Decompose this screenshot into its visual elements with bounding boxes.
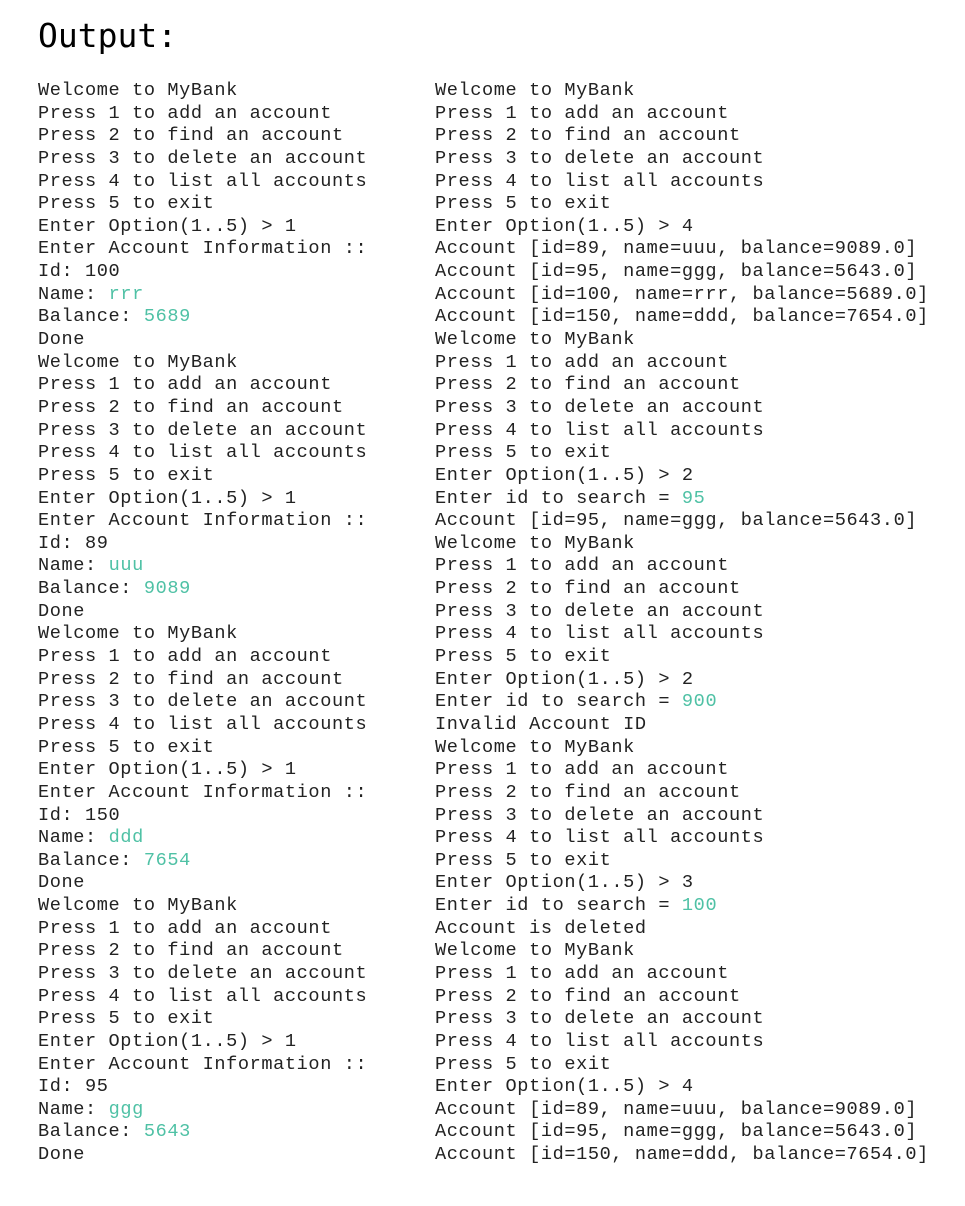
console-line [435, 80, 960, 103]
console-line [38, 533, 418, 556]
console-text: Press 2 to find an account [435, 781, 741, 803]
console-text: Account [id=100, name=rrr, balance=5689.0] [435, 283, 929, 305]
console-line [38, 895, 418, 918]
console-text: Account [id=89, name=uuu, balance=9089.0] [435, 1098, 918, 1120]
console-line [38, 148, 418, 171]
console-text: Press 3 to delete an account [435, 396, 765, 418]
console-text: Done [38, 329, 86, 351]
console-output-left [38, 80, 418, 1167]
console-text: Press 2 to find an account [435, 374, 741, 396]
console-line [435, 374, 960, 397]
console-text: Welcome to MyBank [435, 329, 635, 351]
console-line [38, 216, 418, 239]
console-line [435, 103, 960, 126]
console-line [38, 782, 418, 805]
console-text: Press 1 to add an account [38, 102, 332, 124]
console-line [435, 510, 960, 533]
user-input-value: uuu [108, 555, 144, 577]
console-line [435, 918, 960, 941]
console-text: Account [id=89, name=uuu, balance=9089.0] [435, 238, 918, 260]
console-line [435, 940, 960, 963]
console-text: Press 1 to add an account [435, 555, 729, 577]
console-text: Press 5 to exit [38, 736, 215, 758]
console-line [38, 872, 418, 895]
console-line [435, 714, 960, 737]
console-text: Welcome to MyBank [38, 895, 238, 917]
console-text: Enter Option(1..5) > 1 [38, 215, 297, 237]
console-text: Enter Option(1..5) > 1 [38, 759, 297, 781]
console-line [38, 963, 418, 986]
console-line [435, 737, 960, 760]
console-text: Welcome to MyBank [38, 80, 238, 101]
user-input-value: 5689 [143, 306, 191, 328]
console-line [38, 646, 418, 669]
console-line [435, 171, 960, 194]
console-line [38, 261, 418, 284]
console-text: Press 1 to add an account [38, 374, 332, 396]
console-text: Welcome to MyBank [435, 940, 635, 962]
console-line [435, 420, 960, 443]
console-line [435, 1054, 960, 1077]
console-text: Account [id=95, name=ggg, balance=5643.0] [435, 261, 918, 283]
console-line [38, 827, 418, 850]
console-line [435, 691, 960, 714]
console-text: Press 5 to exit [435, 193, 612, 215]
console-line [435, 1099, 960, 1122]
console-line [435, 216, 960, 239]
console-text: Enter Account Information :: [38, 1053, 368, 1075]
console-text: Press 2 to find an account [435, 125, 741, 147]
console-text: Balance: [38, 578, 144, 600]
console-line [435, 850, 960, 873]
console-text: Press 1 to add an account [38, 917, 332, 939]
console-text: Press 4 to list all accounts [38, 170, 368, 192]
console-text: Done [38, 872, 86, 894]
console-line [435, 329, 960, 352]
console-line [435, 238, 960, 261]
console-text: Name: [38, 283, 109, 305]
console-text: Press 4 to list all accounts [435, 623, 765, 645]
user-input-value: ggg [108, 1098, 144, 1120]
console-text: Press 3 to delete an account [435, 1008, 765, 1030]
console-text: Press 1 to add an account [435, 351, 729, 373]
user-input-value: 100 [681, 895, 718, 917]
console-line [38, 1054, 418, 1077]
console-text: Welcome to MyBank [435, 736, 635, 758]
page-title: Output: [38, 16, 178, 55]
console-line [38, 940, 418, 963]
console-line [38, 986, 418, 1009]
console-text: Press 1 to add an account [435, 759, 729, 781]
console-text: Press 5 to exit [435, 849, 612, 871]
console-line [435, 488, 960, 511]
console-text: Press 2 to find an account [435, 578, 741, 600]
console-text: Press 5 to exit [38, 193, 215, 215]
console-text: Enter Option(1..5) > 4 [435, 215, 694, 237]
console-text: Enter Option(1..5) > 4 [435, 1076, 694, 1098]
console-line [435, 623, 960, 646]
console-line [38, 80, 418, 103]
console-text: Press 3 to delete an account [38, 962, 368, 984]
console-text: Account is deleted [435, 917, 647, 939]
console-line [38, 125, 418, 148]
console-text: Enter Account Information :: [38, 781, 368, 803]
console-line [435, 872, 960, 895]
console-text: Press 3 to delete an account [435, 804, 765, 826]
console-text: Done [38, 600, 86, 622]
user-input-value: 5643 [143, 1121, 191, 1143]
console-text: Press 4 to list all accounts [435, 827, 765, 849]
console-text: Welcome to MyBank [435, 80, 635, 101]
console-text: Press 2 to find an account [435, 985, 741, 1007]
console-text: Press 5 to exit [435, 1053, 612, 1075]
console-text: Press 4 to list all accounts [38, 985, 368, 1007]
console-line [435, 352, 960, 375]
console-text: Press 1 to add an account [38, 646, 332, 668]
console-text: Id: 150 [38, 804, 121, 826]
console-line [38, 691, 418, 714]
user-input-value: rrr [108, 283, 144, 305]
console-text: Press 5 to exit [435, 442, 612, 464]
console-text: Press 5 to exit [435, 646, 612, 668]
console-text: Press 4 to list all accounts [435, 1030, 765, 1052]
user-input-value: 7654 [143, 849, 191, 871]
console-line [38, 420, 418, 443]
console-line [38, 171, 418, 194]
console-line [38, 1031, 418, 1054]
console-text: Press 3 to delete an account [435, 147, 765, 169]
console-text: Name: [38, 827, 109, 849]
console-line [435, 125, 960, 148]
console-line [38, 737, 418, 760]
user-input-value: ddd [108, 827, 144, 849]
console-line [38, 238, 418, 261]
console-line [435, 782, 960, 805]
console-line [435, 555, 960, 578]
console-line [38, 714, 418, 737]
console-text: Welcome to MyBank [38, 351, 238, 373]
console-text: Balance: [38, 1121, 144, 1143]
console-text: Name: [38, 555, 109, 577]
console-output-right [435, 80, 960, 1167]
console-line [435, 601, 960, 624]
console-line [38, 1099, 418, 1122]
console-line [38, 918, 418, 941]
console-line [38, 329, 418, 352]
console-line [435, 1144, 960, 1167]
console-text: Account [id=150, name=ddd, balance=7654.0] [435, 1144, 929, 1166]
console-text: Press 2 to find an account [38, 396, 344, 418]
console-line [38, 669, 418, 692]
console-line [435, 1121, 960, 1144]
console-line [38, 601, 418, 624]
console-line [38, 578, 418, 601]
console-text: Press 3 to delete an account [38, 147, 368, 169]
console-text: Account [id=95, name=ggg, balance=5643.0] [435, 510, 918, 532]
user-input-value: 900 [681, 691, 718, 713]
console-text: Enter Account Information :: [38, 238, 368, 260]
console-text: Enter Option(1..5) > 3 [435, 872, 694, 894]
console-line [38, 1008, 418, 1031]
console-text: Press 4 to list all accounts [435, 170, 765, 192]
console-line [38, 1076, 418, 1099]
console-line [435, 284, 960, 307]
console-line [38, 555, 418, 578]
console-line [435, 986, 960, 1009]
console-text: Id: 89 [38, 532, 109, 554]
console-line [435, 669, 960, 692]
user-input-value: 9089 [143, 578, 191, 600]
console-text: Welcome to MyBank [435, 532, 635, 554]
console-text: Id: 100 [38, 261, 121, 283]
console-text: Press 1 to add an account [435, 962, 729, 984]
console-text: Enter Account Information :: [38, 510, 368, 532]
console-text: Enter id to search = [435, 895, 682, 917]
console-line [38, 488, 418, 511]
console-line [38, 759, 418, 782]
console-text: Enter Option(1..5) > 1 [38, 1030, 297, 1052]
console-line [38, 442, 418, 465]
console-line [38, 510, 418, 533]
console-line [435, 578, 960, 601]
console-line [38, 850, 418, 873]
console-line [38, 1144, 418, 1167]
console-text: Press 3 to delete an account [38, 691, 368, 713]
console-line [435, 533, 960, 556]
console-line [38, 306, 418, 329]
console-line [435, 306, 960, 329]
console-text: Balance: [38, 849, 144, 871]
console-text: Press 5 to exit [38, 464, 215, 486]
console-text: Invalid Account ID [435, 713, 647, 735]
console-line [435, 397, 960, 420]
console-line [435, 646, 960, 669]
console-line [435, 442, 960, 465]
console-line [38, 352, 418, 375]
console-line [38, 193, 418, 216]
console-line [435, 1031, 960, 1054]
console-line [38, 284, 418, 307]
console-text: Press 2 to find an account [38, 125, 344, 147]
console-text: Enter Option(1..5) > 1 [38, 487, 297, 509]
user-input-value: 95 [681, 487, 706, 509]
console-text: Enter Option(1..5) > 2 [435, 668, 694, 690]
console-line [38, 103, 418, 126]
console-line [38, 374, 418, 397]
console-line [435, 1076, 960, 1099]
console-text: Enter Option(1..5) > 2 [435, 464, 694, 486]
console-text: Press 1 to add an account [435, 102, 729, 124]
console-text: Name: [38, 1098, 109, 1120]
console-text: Enter id to search = [435, 691, 682, 713]
console-text: Id: 95 [38, 1076, 109, 1098]
console-line [435, 193, 960, 216]
console-line [38, 397, 418, 420]
console-text: Done [38, 1144, 86, 1166]
console-text: Account [id=95, name=ggg, balance=5643.0] [435, 1121, 918, 1143]
console-line [435, 805, 960, 828]
console-line [435, 963, 960, 986]
console-line [38, 623, 418, 646]
console-text: Press 5 to exit [38, 1008, 215, 1030]
console-text: Press 2 to find an account [38, 940, 344, 962]
console-line [435, 148, 960, 171]
console-text: Balance: [38, 306, 144, 328]
console-line [38, 1121, 418, 1144]
console-text: Welcome to MyBank [38, 623, 238, 645]
console-text: Press 4 to list all accounts [38, 442, 368, 464]
console-text: Press 3 to delete an account [38, 419, 368, 441]
console-line [38, 465, 418, 488]
console-text: Enter id to search = [435, 487, 682, 509]
console-text: Press 3 to delete an account [435, 600, 765, 622]
console-line [435, 759, 960, 782]
console-text: Press 4 to list all accounts [435, 419, 765, 441]
console-line [435, 261, 960, 284]
console-line [435, 895, 960, 918]
console-text: Account [id=150, name=ddd, balance=7654.0] [435, 306, 929, 328]
console-line [435, 827, 960, 850]
console-line [435, 465, 960, 488]
console-text: Press 4 to list all accounts [38, 713, 368, 735]
console-line [38, 805, 418, 828]
console-text: Press 2 to find an account [38, 668, 344, 690]
console-line [435, 1008, 960, 1031]
